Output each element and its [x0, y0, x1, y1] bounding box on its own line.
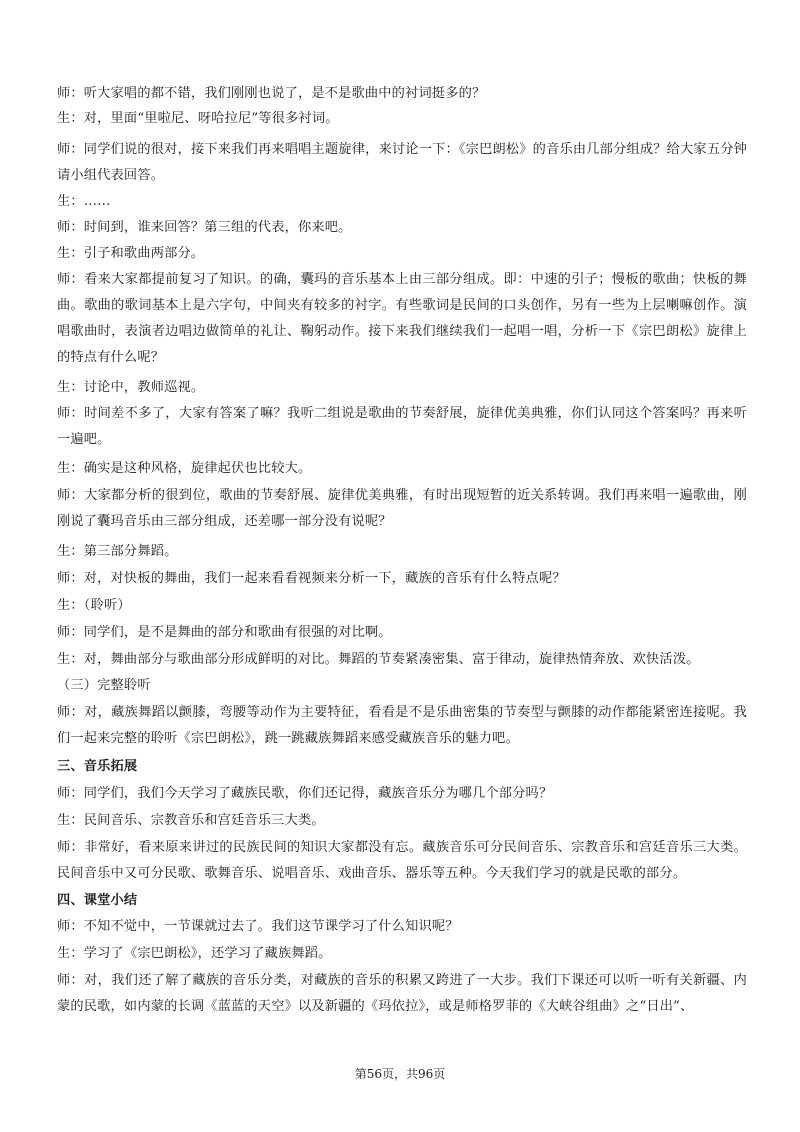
paragraph-5: 师：时间到，谁来回答？第三组的代表，你来吧。: [57, 220, 352, 235]
paragraph-14: 生：（聆听）: [57, 598, 131, 613]
paragraph-21: 生：民间音乐、宗教音乐和宫廷音乐三大类。: [57, 813, 325, 828]
paragraph-20: 师：同学们，我们今天学习了藏族民歌，你们还记得，藏族音乐分为哪几个部分吗？: [57, 786, 553, 801]
paragraph-26: 师：对，我们还了解了藏族的音乐分类，对藏族的音乐的积累又跨进了一大步。我们下课还可以听一听有关新疆、内蒙的民歌，如内蒙的长调《蓝蓝的天空》以及新疆的《玛依拉》，或是师格罗菲的《大峡谷组曲》之“日出”、: [57, 973, 747, 1014]
page-number-footer: 第56页，共96页: [354, 1067, 446, 1081]
paragraph-3: 师：同学们说的很对，接下来我们再来唱唱主题旋律，来讨论一下：《宗巴朗松》的音乐由几部分组成？给大家五分钟请小组代表回答。: [57, 142, 747, 183]
paragraph-10: 生：确实是这种风格，旋律起伏也比较大。: [57, 461, 312, 476]
paragraph-11: 师：大家都分析的很到位，歌曲的节奏舒展、旋律优美典雅，有时出现短暂的近关系转调。我们再来唱一遍歌曲，刚刚说了囊玛音乐由三部分组成，还差哪一部分没有说呢？: [57, 488, 747, 529]
paragraph-16: 生：对，舞曲部分与歌曲部分形成鲜明的对比。舞蹈的节奏紧凑密集、富于律动，旋律热情奔放、欢快活泼。: [57, 652, 700, 667]
paragraph-12: 生：第三部分舞蹈。: [57, 544, 178, 559]
section-heading-class-summary: 四、课堂小结: [57, 893, 138, 908]
paragraph-18: 师：对，藏族舞蹈以颤膝，弯腰等动作为主要特征，看看是不是乐曲密集的节奏型与颤膝的动作都能紧密连接呢。我们一起来完整的聆听《宗巴朗松》，跳一跳藏族舞蹈来感受藏族音乐的魅力吧。: [57, 705, 747, 746]
paragraph-15: 师：同学们，是不是舞曲的部分和歌曲有很强的对比啊。: [57, 625, 392, 640]
section-heading-music-extension: 三、音乐拓展: [57, 759, 138, 774]
paragraph-2: 生：对，里面“里啦尼、呀哈拉尼”等很多衬词。: [57, 111, 339, 126]
paragraph-1: 师：听大家唱的都不错，我们刚刚也说了，是不是歌曲中的衬词挺多的？: [57, 86, 486, 101]
paragraph-22: 师：非常好，看来原来讲过的民族民间的知识大家都没有忘。藏族音乐可分民间音乐、宗教音乐和宫廷音乐三大类。民间音乐中又可分民歌、歌舞音乐、说唱音乐、戏曲音乐、器乐等五种。今天我们学习的就是民歌的部分。: [57, 840, 747, 881]
paragraph-9: 师：时间差不多了，大家有答案了嘛？我听二组说是歌曲的节奏舒展，旋律优美典雅，你们认同这个答案吗？再来听一遍吧。: [57, 406, 747, 447]
paragraph-13: 师：对，对快板的舞曲，我们一起来看看视频来分析一下，藏族的音乐有什么特点呢？: [57, 571, 566, 586]
paragraph-6: 生：引子和歌曲两部分。: [57, 246, 205, 261]
paragraph-7: 师：看来大家都提前复习了知识。的确，囊玛的音乐基本上由三部分组成。即：中速的引子；慢板的歌曲；快板的舞曲。歌曲的歌词基本上是六字句，中间夹有较多的衬字。有些歌词是民间的口头创作，另有一些为上层喇嘛创作。演唱歌曲时，表演者边唱边做简单的礼让、鞠躬动作。接下来我们继续我们一起唱一唱，分析一下《宗巴朗松》旋律上的特点有什么呢？: [57, 272, 747, 365]
paragraph-4: 生：……: [57, 194, 111, 209]
section-complete-listening: （三）完整聆听: [57, 678, 151, 693]
paragraph-8: 生：讨论中，教师巡视。: [57, 380, 205, 395]
paragraph-25: 生：学习了《宗巴朗松》，还学习了藏族舞蹈。: [57, 946, 332, 961]
paragraph-24: 师：不知不觉中，一节课就过去了。我们这节课学习了什么知识呢？: [57, 919, 459, 934]
